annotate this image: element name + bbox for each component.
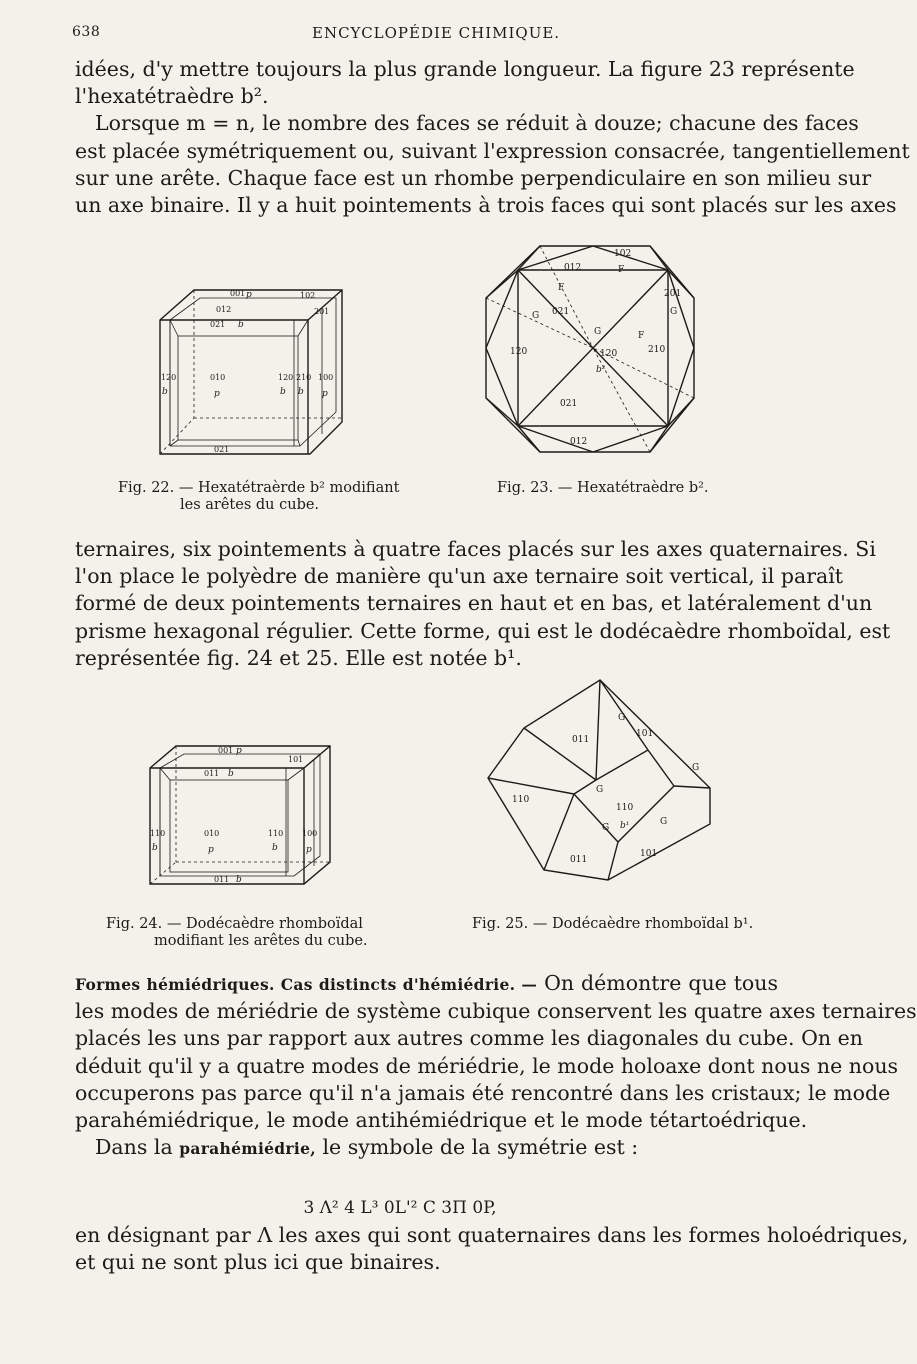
fig24-label: 101 <box>288 755 304 764</box>
text-line <box>75 1134 778 1162</box>
fig24-label: 011 <box>214 875 230 884</box>
caption-line: Fig. 25. — Dodécaèdre rhomboïdal b¹. <box>472 916 754 932</box>
fig23-label: G <box>532 311 540 321</box>
text-line: l'hexatétraèdre b². <box>75 84 269 109</box>
fig22-label: 001 <box>230 289 246 298</box>
fig25-label: 011 <box>570 855 588 865</box>
fig25-label: 110 <box>512 795 530 805</box>
fig22-label: 012 <box>216 305 232 314</box>
fig22-label: 010 <box>210 373 226 382</box>
fig23-label: F <box>618 265 625 275</box>
fig23-label: 120 <box>510 347 528 357</box>
fig25-label: 101 <box>640 849 658 859</box>
text-line: un axe binaire. Il y a huit pointements à trois faces qui sont placés sur les axes <box>75 193 897 218</box>
fig25-label: G <box>660 817 668 827</box>
fig24-label: 001 <box>218 746 234 755</box>
fig25-label: 101 <box>636 729 654 739</box>
paragraph-middle <box>75 536 891 672</box>
fig22-label: 100 <box>318 373 334 382</box>
fig24-label: b <box>236 875 242 885</box>
fig22-label: p <box>214 389 220 399</box>
fig22-caption <box>118 480 399 514</box>
fig25-label: G <box>602 823 610 833</box>
fig24-label: 100 <box>302 829 318 838</box>
page-number: 638 <box>72 24 101 40</box>
symmetry-formula: 3 Λ² 4 L³ 0L'² C 3Π 0P, <box>303 1198 497 1218</box>
text-line: en désignant par Λ les axes qui sont quaternaires dans les formes holoédriques, <box>75 1223 909 1247</box>
fig22-label: 120 <box>161 373 177 382</box>
fig22-label: b <box>280 387 286 397</box>
caption-line: modifiant les arêtes du cube. <box>154 933 368 949</box>
fig25-drawing <box>484 674 714 886</box>
fig23-label: F <box>558 283 565 293</box>
text-line: Lorsque m = n, le nombre des faces se réduit à douze; chacune des faces <box>95 111 859 136</box>
fig24-label: b <box>228 769 234 779</box>
fig25-label: 011 <box>572 735 590 745</box>
fig22-label: 102 <box>300 291 316 300</box>
fig23-label: 012 <box>564 263 582 273</box>
running-title: ENCYCLOPÉDIE CHIMIQUE. <box>312 24 561 42</box>
caption-line: Fig. 23. — Hexatétraèdre b². <box>497 480 709 496</box>
fig24-caption <box>106 916 368 950</box>
fig22-label: p <box>322 389 328 399</box>
caption-line: les arêtes du cube. <box>180 497 320 513</box>
fig23-label: 210 <box>648 345 666 355</box>
page-header <box>72 22 770 48</box>
text-line: et qui ne sont plus ici que binaires. <box>75 1250 441 1275</box>
fig24-label: b <box>272 843 278 853</box>
text-line: ternaires, six pointements à quatre faces placés sur les axes quaternaires. Si <box>75 537 876 561</box>
bold-term: parahémiédrie, <box>179 1139 316 1159</box>
fig23-drawing <box>478 238 708 470</box>
fig23-label: G <box>670 307 678 317</box>
section-runin-heading: Formes hémiédriques. Cas distincts d'hémiédrie. — <box>75 975 538 994</box>
text-line: les modes de mériédrie de système cubique conservent les quatre axes ternaires <box>75 999 917 1024</box>
fig22-label: b <box>298 387 304 397</box>
fig25-label: G <box>692 763 700 773</box>
fig25-caption <box>472 916 753 933</box>
text-line: placés les uns par rapport aux autres comme les diagonales du cube. On en <box>75 1026 863 1051</box>
fig24-drawing <box>142 740 342 890</box>
figure-24 <box>142 740 342 890</box>
caption-line: Fig. 24. — Dodécaèdre rhomboïdal <box>106 916 363 932</box>
text-line: formé de deux pointements ternaires en haut et en bas, et latéralement d'un <box>75 591 873 616</box>
fig23-label: 102 <box>614 249 632 259</box>
fig24-label: 011 <box>204 769 220 778</box>
fig23-label: 120 <box>600 349 618 359</box>
fig24-label: p <box>236 746 242 756</box>
fig25-label: 110 <box>616 803 634 813</box>
fig24-label: 110 <box>150 829 166 838</box>
text-line: sur une arête. Chaque face est un rhombe perpendiculaire en son milieu sur <box>75 165 872 190</box>
text-fragment: Dans la <box>95 1135 173 1160</box>
fig23-label: F <box>638 331 645 341</box>
fig22-label: 210 <box>296 373 312 382</box>
text-line: déduit qu'il y a quatre modes de mériédrie, le mode holoaxe dont nous ne nous <box>75 1053 899 1078</box>
fig22-label: b <box>238 320 244 330</box>
fig23-label: 021 <box>560 399 578 409</box>
fig22-label: p <box>246 290 252 300</box>
caption-line: Fig. 22. — Hexatétraèrde b² modifiant <box>118 480 400 496</box>
fig22-drawing <box>150 284 350 464</box>
text-fragment: le symbole de la symétrie est : <box>322 1135 639 1160</box>
text-line: prisme hexagonal régulier. Cette forme, qui est le dodécaèdre rhomboïdal, est <box>75 618 891 643</box>
text-line: l'on place le polyèdre de manière qu'un axe ternaire soit vertical, il paraît <box>75 564 844 589</box>
fig23-label: 012 <box>570 437 588 447</box>
paragraph-hemihedral <box>75 970 917 1162</box>
text-line <box>75 970 778 998</box>
fig24-label: b <box>152 843 158 853</box>
fig22-label: 120 <box>278 373 294 382</box>
fig22-label: 021 <box>214 445 230 454</box>
fig22-label: 201 <box>314 307 330 316</box>
fig23-label: 021 <box>552 307 570 317</box>
text-fragment: On démontre que tous <box>544 971 778 995</box>
fig22-label: 021 <box>210 320 226 329</box>
fig24-label: 010 <box>204 829 220 838</box>
figure-22 <box>150 284 350 464</box>
text-line: parahémiédrique, le mode antihémiédrique et le mode tétartoédrique. <box>75 1108 808 1133</box>
fig23-label: b² <box>596 365 606 375</box>
text-line: représentée fig. 24 et 25. Elle est notée b¹. <box>75 645 522 670</box>
text-line: idées, d'y mettre toujours la plus grande longueur. La figure 23 représente <box>75 57 855 81</box>
fig25-label: b¹ <box>620 821 630 831</box>
fig22-label: b <box>162 387 168 397</box>
fig23-caption <box>497 480 709 497</box>
fig23-label: G <box>594 327 602 337</box>
text-line: occuperons pas parce qu'il n'a jamais été rencontré dans les cristaux; le mode <box>75 1080 891 1105</box>
fig25-label: G <box>618 713 626 723</box>
figure-25 <box>484 674 714 886</box>
fig25-label: G <box>596 785 604 795</box>
paragraph-top <box>75 56 910 219</box>
fig24-label: 110 <box>268 829 284 838</box>
fig24-label: p <box>208 845 214 855</box>
figure-23 <box>478 238 708 470</box>
paragraph-bottom <box>75 1222 909 1276</box>
fig23-label: 201 <box>664 289 682 299</box>
text-line: est placée symétriquement ou, suivant l'expression consacrée, tangentiellement <box>75 138 910 163</box>
fig24-label: p <box>306 845 312 855</box>
